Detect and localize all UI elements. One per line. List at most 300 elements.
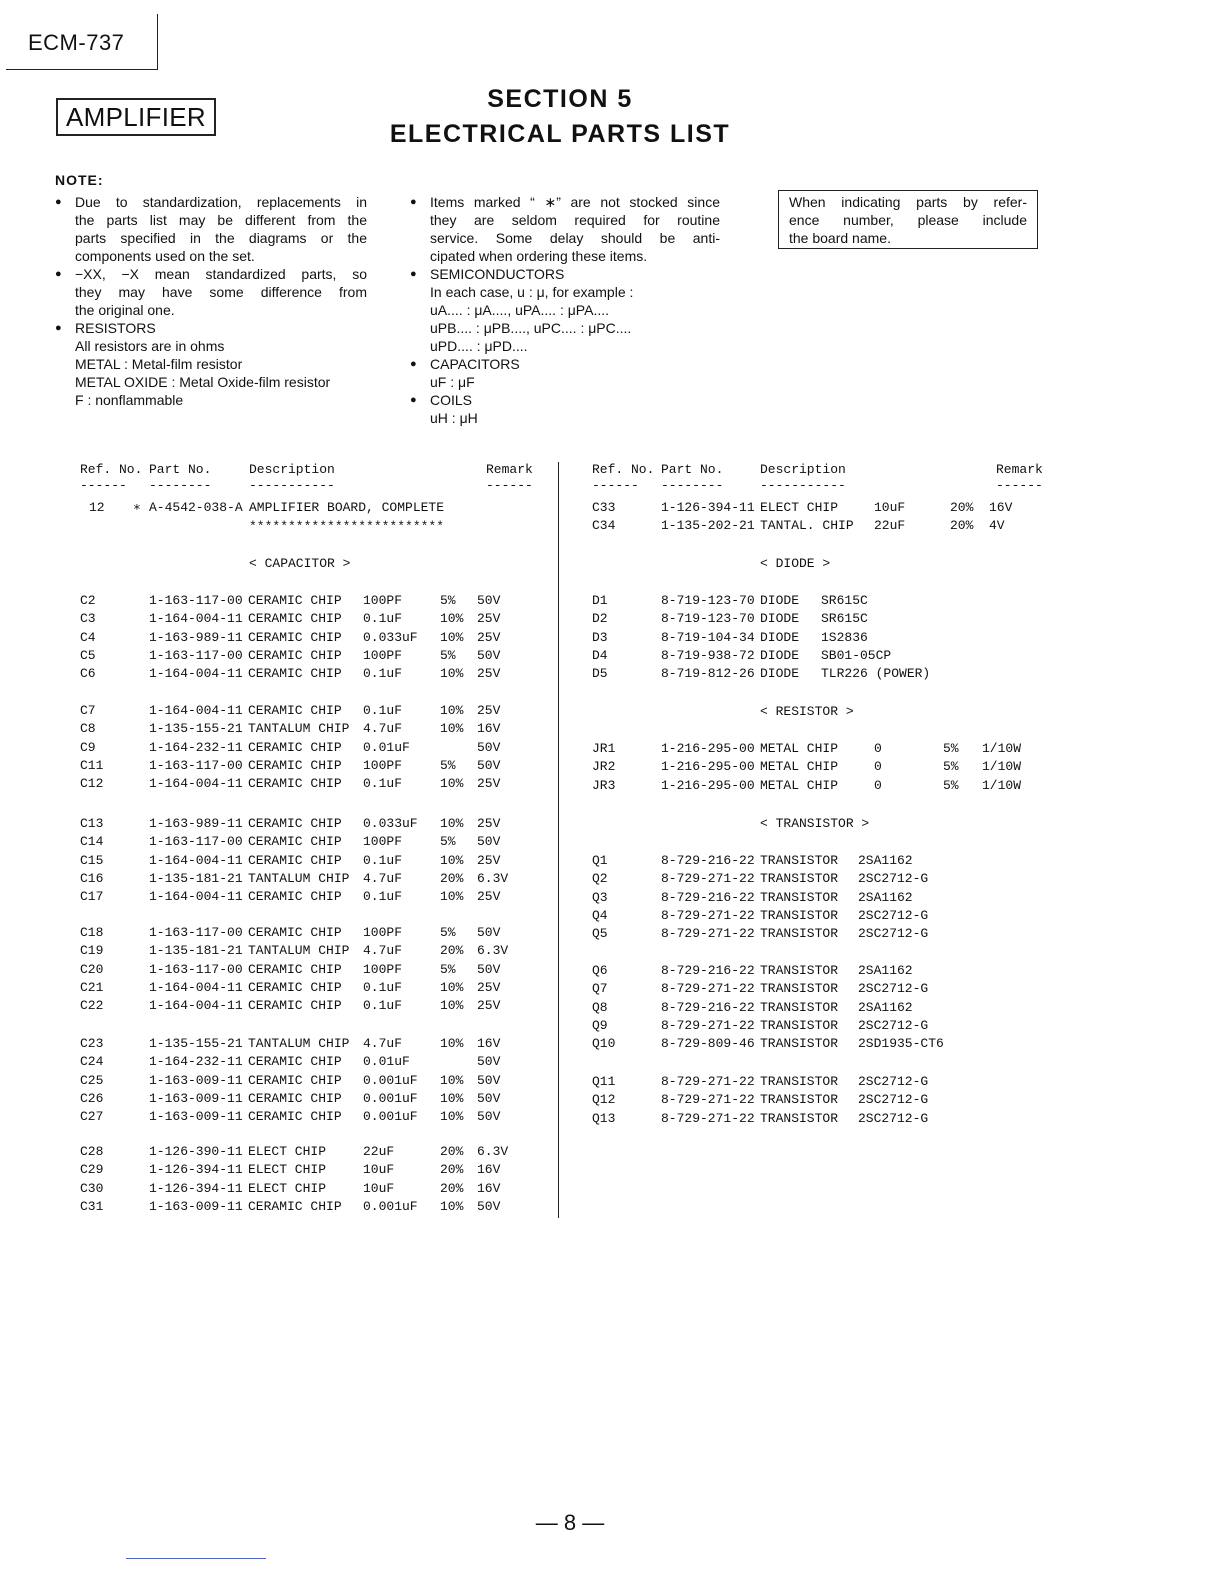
note-line: components used on the set. <box>75 248 255 264</box>
ref-no: D4 <box>592 647 608 663</box>
part-no: 1-164-004-11 <box>149 889 243 905</box>
voltage: 25V <box>477 816 501 831</box>
description: CERAMIC CHIP <box>248 834 342 850</box>
value: 22uF <box>363 1144 395 1159</box>
value: 0.001uF <box>363 1072 418 1088</box>
ref-no: C4 <box>80 629 96 645</box>
description: CERAMIC CHIP <box>248 979 342 995</box>
wattage: 1/10W <box>982 741 1022 756</box>
header-ref: Ref. No. <box>592 462 655 477</box>
note-line: METAL OXIDE : Metal Oxide-film resistor <box>75 374 331 390</box>
value: 0.1uF <box>363 979 403 995</box>
note-line: ● SEMICONDUCTORS <box>410 265 720 283</box>
diode-type: TLR226 (POWER) <box>821 666 931 682</box>
note-line: the original one. <box>75 302 175 318</box>
note-line: uPD.... : μPD.... <box>430 338 528 354</box>
description: CERAMIC CHIP <box>248 961 342 977</box>
part-no: 1-164-004-11 <box>149 611 243 627</box>
note-line: they may have some difference from <box>75 284 367 300</box>
ref-no: C31 <box>80 1198 104 1214</box>
part-no: 1-216-295-00 <box>661 777 755 793</box>
ref-no: C2 <box>80 593 96 608</box>
transistor-type: 2SC2712-G <box>858 1092 929 1108</box>
board-tag: AMPLIFIER <box>56 98 216 136</box>
part-no: 8-729-271-22 <box>661 1110 755 1126</box>
part-no: 1-126-394-11 <box>661 500 755 515</box>
ref-no: Q3 <box>592 889 608 905</box>
value: 0.033uF <box>363 816 418 831</box>
description: CERAMIC CHIP <box>248 757 342 773</box>
ref-no: C27 <box>80 1109 104 1125</box>
voltage: 25V <box>477 629 501 645</box>
ref-no: C30 <box>80 1180 104 1196</box>
part-no: 1-163-989-11 <box>149 629 243 645</box>
value: 0.01uF <box>363 1054 410 1070</box>
ref-no: Q5 <box>592 926 608 942</box>
voltage: 25V <box>477 852 501 868</box>
note-line: ● −XX, −X mean standardized parts, so <box>55 265 367 283</box>
note-line: ● Items marked “ ∗” are not stocked since <box>410 193 720 211</box>
notice-line: When indicating parts by refer- <box>789 194 1027 210</box>
tolerance: 20% <box>440 870 464 886</box>
tolerance: 5% <box>943 777 959 793</box>
description: CERAMIC CHIP <box>248 889 342 905</box>
part-no: 8-729-271-22 <box>661 871 755 887</box>
tolerance: 5% <box>440 647 456 663</box>
part-no: 1-163-117-00 <box>149 757 243 773</box>
ref-no: C17 <box>80 889 104 905</box>
voltage: 25V <box>477 611 501 627</box>
ref-no: Q7 <box>592 981 608 997</box>
ref-no: D3 <box>592 629 608 645</box>
description: TANTALUM CHIP <box>248 1036 350 1051</box>
ref-no: Q2 <box>592 871 608 887</box>
value: 100PF <box>363 757 403 773</box>
note-line: they are seldom required for routine <box>430 212 720 228</box>
description: CERAMIC CHIP <box>248 925 342 940</box>
part-no: 1-163-009-11 <box>149 1090 243 1106</box>
note-line: F : nonflammable <box>75 392 184 408</box>
ref-no: C20 <box>80 961 104 977</box>
description: CERAMIC CHIP <box>248 1109 342 1125</box>
part-no: 1-163-989-11 <box>149 816 243 831</box>
part-no: 1-135-155-21 <box>149 1036 243 1051</box>
description: METAL CHIP <box>760 759 839 775</box>
ref-no: C24 <box>80 1054 104 1070</box>
description: DIODE <box>760 611 800 627</box>
description: CERAMIC CHIP <box>248 1090 342 1106</box>
description: DIODE <box>760 666 800 682</box>
ref-no: C19 <box>80 943 104 959</box>
description: DIODE <box>760 647 800 663</box>
part-no: 8-729-216-22 <box>661 889 755 905</box>
ref-no: D2 <box>592 611 608 627</box>
description: TRANSISTOR <box>760 1074 839 1089</box>
header-rule: ------ <box>80 478 127 493</box>
part-no: 1-163-009-11 <box>149 1109 243 1125</box>
ref-no: C7 <box>80 703 96 718</box>
ref-no: Q6 <box>592 963 608 978</box>
value: 0.1uF <box>363 998 403 1014</box>
transistor-type: 2SC2712-G <box>858 1110 929 1126</box>
description: TRANSISTOR <box>760 907 839 923</box>
header-part: Part No. <box>661 462 724 477</box>
note-line: All resistors are in ohms <box>75 338 225 354</box>
description: CERAMIC CHIP <box>248 739 342 755</box>
ref-no: D5 <box>592 666 608 682</box>
note-line: ● COILS <box>410 391 720 409</box>
voltage: 50V <box>477 834 501 850</box>
description: TRANSISTOR <box>760 871 839 887</box>
description: TRANSISTOR <box>760 1092 839 1108</box>
transistor-type: 2SC2712-G <box>858 926 929 942</box>
tolerance: 20% <box>440 1180 464 1196</box>
value: 0.1uF <box>363 889 403 905</box>
description: TANTAL. CHIP <box>760 518 854 534</box>
diode-section-title: < DIODE > <box>760 556 831 571</box>
tolerance: 10% <box>440 666 464 682</box>
description: AMPLIFIER BOARD, COMPLETE <box>249 500 445 515</box>
value: 100PF <box>363 647 403 663</box>
description: ELECT CHIP <box>248 1180 327 1196</box>
part-no: 1-164-004-11 <box>149 852 243 868</box>
header-rule: ----------- <box>249 478 335 493</box>
wattage: 1/10W <box>982 777 1022 793</box>
description: TRANSISTOR <box>760 999 839 1015</box>
part-no: 1-164-232-11 <box>149 739 243 755</box>
voltage: 50V <box>477 1109 501 1125</box>
ref-no: C14 <box>80 834 104 850</box>
description: TANTALUM CHIP <box>248 870 350 886</box>
part-no: 8-729-271-22 <box>661 981 755 997</box>
header-rule: ------ <box>996 478 1043 493</box>
tolerance: 10% <box>440 1198 464 1214</box>
part-no: 1-163-117-00 <box>149 961 243 977</box>
value: 0.001uF <box>363 1090 418 1106</box>
part-no: 1-164-232-11 <box>149 1054 243 1070</box>
tolerance: 20% <box>440 1162 464 1178</box>
voltage: 50V <box>477 925 501 940</box>
note-line: ● CAPACITORS <box>410 355 720 373</box>
tolerance: 5% <box>943 741 959 756</box>
transistor-type: 2SA1162 <box>858 889 913 905</box>
ref-no: C34 <box>592 518 616 534</box>
description: CERAMIC CHIP <box>248 776 342 792</box>
part-no: 8-729-216-22 <box>661 853 755 868</box>
voltage: 16V <box>989 500 1013 515</box>
header-description: Description <box>760 462 846 477</box>
transistor-type: 2SC2712-G <box>858 1017 929 1033</box>
description: CERAMIC CHIP <box>248 1198 342 1214</box>
value: 0.1uF <box>363 611 403 627</box>
section-heading: ELECTRICAL PARTS LIST <box>389 120 731 148</box>
ref-no: C33 <box>592 500 616 515</box>
tolerance: 10% <box>440 889 464 905</box>
part-no: 1-164-004-11 <box>149 666 243 682</box>
description: CERAMIC CHIP <box>248 666 342 682</box>
voltage: 6.3V <box>477 1144 509 1159</box>
description: CERAMIC CHIP <box>248 647 342 663</box>
ref-no: C13 <box>80 816 104 831</box>
part-no: 1-126-394-11 <box>149 1180 243 1196</box>
description: TRANSISTOR <box>760 1017 839 1033</box>
transistor-type: 2SC2712-G <box>858 871 929 887</box>
part-no: 1-126-390-11 <box>149 1144 243 1159</box>
tolerance: 10% <box>440 1109 464 1125</box>
value: 0.1uF <box>363 852 403 868</box>
ref-no: Q9 <box>592 1017 608 1033</box>
description: TRANSISTOR <box>760 889 839 905</box>
value: 4.7uF <box>363 1036 403 1051</box>
voltage: 25V <box>477 889 501 905</box>
description: TRANSISTOR <box>760 853 839 868</box>
value: 0 <box>874 741 882 756</box>
part-no: 1-163-117-00 <box>149 925 243 940</box>
ref-no: C9 <box>80 739 96 755</box>
note-label: NOTE: <box>55 172 104 188</box>
description: TRANSISTOR <box>760 926 839 942</box>
underline-stars: ************************* <box>249 519 445 534</box>
part-no: 8-729-216-22 <box>661 999 755 1015</box>
ref-no: C22 <box>80 998 104 1014</box>
description: CERAMIC CHIP <box>248 593 342 608</box>
diode-type: SR615C <box>821 593 868 608</box>
tolerance: 5% <box>943 759 959 775</box>
voltage: 16V <box>477 1180 501 1196</box>
capacitor-section-title: < CAPACITOR > <box>249 556 351 571</box>
ref-no: C28 <box>80 1144 104 1159</box>
ref-no: C3 <box>80 611 96 627</box>
tolerance: 10% <box>440 776 464 792</box>
description: CERAMIC CHIP <box>248 816 342 831</box>
ref-no: C29 <box>80 1162 104 1178</box>
column-divider <box>558 462 559 1218</box>
ref-no: D1 <box>592 593 608 608</box>
wattage: 1/10W <box>982 759 1022 775</box>
description: CERAMIC CHIP <box>248 1054 342 1070</box>
ref-no: C16 <box>80 870 104 886</box>
note-line: the parts list may be different from the <box>75 212 367 228</box>
note-line: In each case, u : μ, for example : <box>430 284 634 300</box>
note-line: ● RESISTORS <box>55 319 367 337</box>
part-no: 8-729-216-22 <box>661 963 755 978</box>
transistor-type: 2SD1935-CT6 <box>858 1036 944 1052</box>
value: 100PF <box>363 961 403 977</box>
value: 4.7uF <box>363 870 403 886</box>
value: 10uF <box>363 1162 395 1178</box>
ref-no: C23 <box>80 1036 104 1051</box>
part-no: 8-729-271-22 <box>661 1074 755 1089</box>
ref-no: C11 <box>80 757 104 773</box>
description: CERAMIC CHIP <box>248 611 342 627</box>
description: ELECT CHIP <box>248 1144 327 1159</box>
description: CERAMIC CHIP <box>248 703 342 718</box>
part-no: 1-126-394-11 <box>149 1162 243 1178</box>
tolerance: 10% <box>440 1072 464 1088</box>
transistor-type: 2SC2712-G <box>858 907 929 923</box>
value: 10uF <box>874 500 906 515</box>
description: CERAMIC CHIP <box>248 629 342 645</box>
part-no: 1-164-004-11 <box>149 998 243 1014</box>
voltage: 6.3V <box>477 943 509 959</box>
note-line: parts specified in the diagrams or the <box>75 230 367 246</box>
ref-no: JR1 <box>592 741 616 756</box>
part-no: 8-719-104-34 <box>661 629 755 645</box>
note-line: service. Some delay should be anti- <box>430 230 720 246</box>
tolerance: 20% <box>950 518 974 534</box>
voltage: 50V <box>477 961 501 977</box>
notice-line: ence number, please include <box>789 212 1027 228</box>
ref-no: JR2 <box>592 759 616 775</box>
description: TRANSISTOR <box>760 963 839 978</box>
voltage: 25V <box>477 998 501 1014</box>
value: 0.1uF <box>363 703 403 718</box>
tolerance: 10% <box>440 998 464 1014</box>
header-ref: Ref. No. <box>80 462 143 477</box>
diode-type: SB01-05CP <box>821 647 892 663</box>
note-line: ● Due to standardization, replacements in <box>55 193 367 211</box>
ref-no: C25 <box>80 1072 104 1088</box>
description: CERAMIC CHIP <box>248 852 342 868</box>
part-no: 1-216-295-00 <box>661 759 755 775</box>
value: 100PF <box>363 593 403 608</box>
description: ELECT CHIP <box>760 500 839 515</box>
ref-no: C6 <box>80 666 96 682</box>
note-line: uPB.... : μPB...., uPC.... : μPC.... <box>430 320 632 336</box>
part-no: 8-719-812-26 <box>661 666 755 682</box>
part-no: 1-135-181-21 <box>149 870 243 886</box>
voltage: 50V <box>477 739 501 755</box>
description: TRANSISTOR <box>760 1110 839 1126</box>
tolerance: 10% <box>440 629 464 645</box>
note-line: uH : μH <box>430 410 478 426</box>
transistor-section-title: < TRANSISTOR > <box>760 816 870 831</box>
ref-no: Q1 <box>592 853 608 868</box>
part-no: 8-729-271-22 <box>661 1017 755 1033</box>
part-no: 1-164-004-11 <box>149 979 243 995</box>
voltage: 50V <box>477 1198 501 1214</box>
description: TRANSISTOR <box>760 1036 839 1052</box>
value: 0.001uF <box>363 1198 418 1214</box>
voltage: 50V <box>477 1072 501 1088</box>
ref-no: Q8 <box>592 999 608 1015</box>
voltage: 6.3V <box>477 870 509 886</box>
voltage: 50V <box>477 1054 501 1070</box>
part-no: 8-719-123-70 <box>661 593 755 608</box>
value: 0 <box>874 777 882 793</box>
part-no: 8-729-271-22 <box>661 907 755 923</box>
ref-no: Q13 <box>592 1110 616 1126</box>
part-no: 1-164-004-11 <box>149 703 243 718</box>
voltage: 50V <box>477 757 501 773</box>
header-rule: -------- <box>149 478 212 493</box>
value: 4.7uF <box>363 721 403 737</box>
description: TANTALUM CHIP <box>248 721 350 737</box>
header-remark: Remark <box>486 462 533 477</box>
value: 100PF <box>363 834 403 850</box>
value: 0.001uF <box>363 1109 418 1125</box>
header-rule: -------- <box>661 478 724 493</box>
note-line: cipated when ordering these items. <box>430 248 648 264</box>
tolerance: 10% <box>440 703 464 718</box>
description: DIODE <box>760 593 800 608</box>
tolerance: 20% <box>950 500 974 515</box>
voltage: 50V <box>477 1090 501 1106</box>
note-line: uF : μF <box>430 374 475 390</box>
part-no: 1-135-202-21 <box>661 518 755 534</box>
voltage: 25V <box>477 666 501 682</box>
value: 0.033uF <box>363 629 418 645</box>
voltage: 16V <box>477 721 501 737</box>
notice-line: the board name. <box>789 230 891 246</box>
header-part: Part No. <box>149 462 212 477</box>
part-no: 1-164-004-11 <box>149 776 243 792</box>
value: 10uF <box>363 1180 395 1196</box>
part-no: 8-729-271-22 <box>661 1092 755 1108</box>
ref-no: C26 <box>80 1090 104 1106</box>
description: DIODE <box>760 629 800 645</box>
description: TRANSISTOR <box>760 981 839 997</box>
voltage: 50V <box>477 593 501 608</box>
description: CERAMIC CHIP <box>248 998 342 1014</box>
ref-no: C18 <box>80 925 104 940</box>
model-divider-horizontal <box>6 69 158 70</box>
part-no: 1-163-009-11 <box>149 1072 243 1088</box>
transistor-type: 2SA1162 <box>858 853 913 868</box>
diode-type: 1S2836 <box>821 629 868 645</box>
value: 100PF <box>363 925 403 940</box>
header-rule: ----------- <box>760 478 846 493</box>
bottom-rule <box>126 1558 266 1559</box>
ref-no: JR3 <box>592 777 616 793</box>
section-title <box>380 82 740 152</box>
ref-no: C15 <box>80 852 104 868</box>
part-no: 1-135-181-21 <box>149 943 243 959</box>
model-number: ECM-737 <box>28 30 125 55</box>
tolerance: 10% <box>440 721 464 737</box>
ref-no: C21 <box>80 979 104 995</box>
voltage: 16V <box>477 1036 501 1051</box>
part-no: 8-719-123-70 <box>661 611 755 627</box>
section-number: SECTION 5 <box>487 85 633 113</box>
tolerance: 20% <box>440 943 464 959</box>
page-number: — 8 — <box>535 1510 605 1535</box>
description: ELECT CHIP <box>248 1162 327 1178</box>
voltage: 25V <box>477 979 501 995</box>
tolerance: 5% <box>440 961 456 977</box>
transistor-type: 2SA1162 <box>858 999 913 1015</box>
description: METAL CHIP <box>760 741 839 756</box>
part-no: 1-163-117-00 <box>149 834 243 850</box>
description: CERAMIC CHIP <box>248 1072 342 1088</box>
tolerance: 20% <box>440 1144 464 1159</box>
resistor-section-title: < RESISTOR > <box>760 704 854 719</box>
diode-type: SR615C <box>821 611 868 627</box>
description: METAL CHIP <box>760 777 839 793</box>
ref-no: Q4 <box>592 907 608 923</box>
tolerance: 5% <box>440 925 456 940</box>
model-divider-vertical <box>157 14 158 70</box>
header-rule: ------ <box>592 478 639 493</box>
part-no: 8-729-271-22 <box>661 926 755 942</box>
transistor-type: 2SC2712-G <box>858 981 929 997</box>
tolerance: 10% <box>440 1036 464 1051</box>
part-no: 1-216-295-00 <box>661 741 755 756</box>
part-no: 1-163-117-00 <box>149 647 243 663</box>
notes-column-1 <box>55 193 367 409</box>
header-rule: ------ <box>486 478 533 493</box>
part-no: 1-163-117-00 <box>149 593 243 608</box>
